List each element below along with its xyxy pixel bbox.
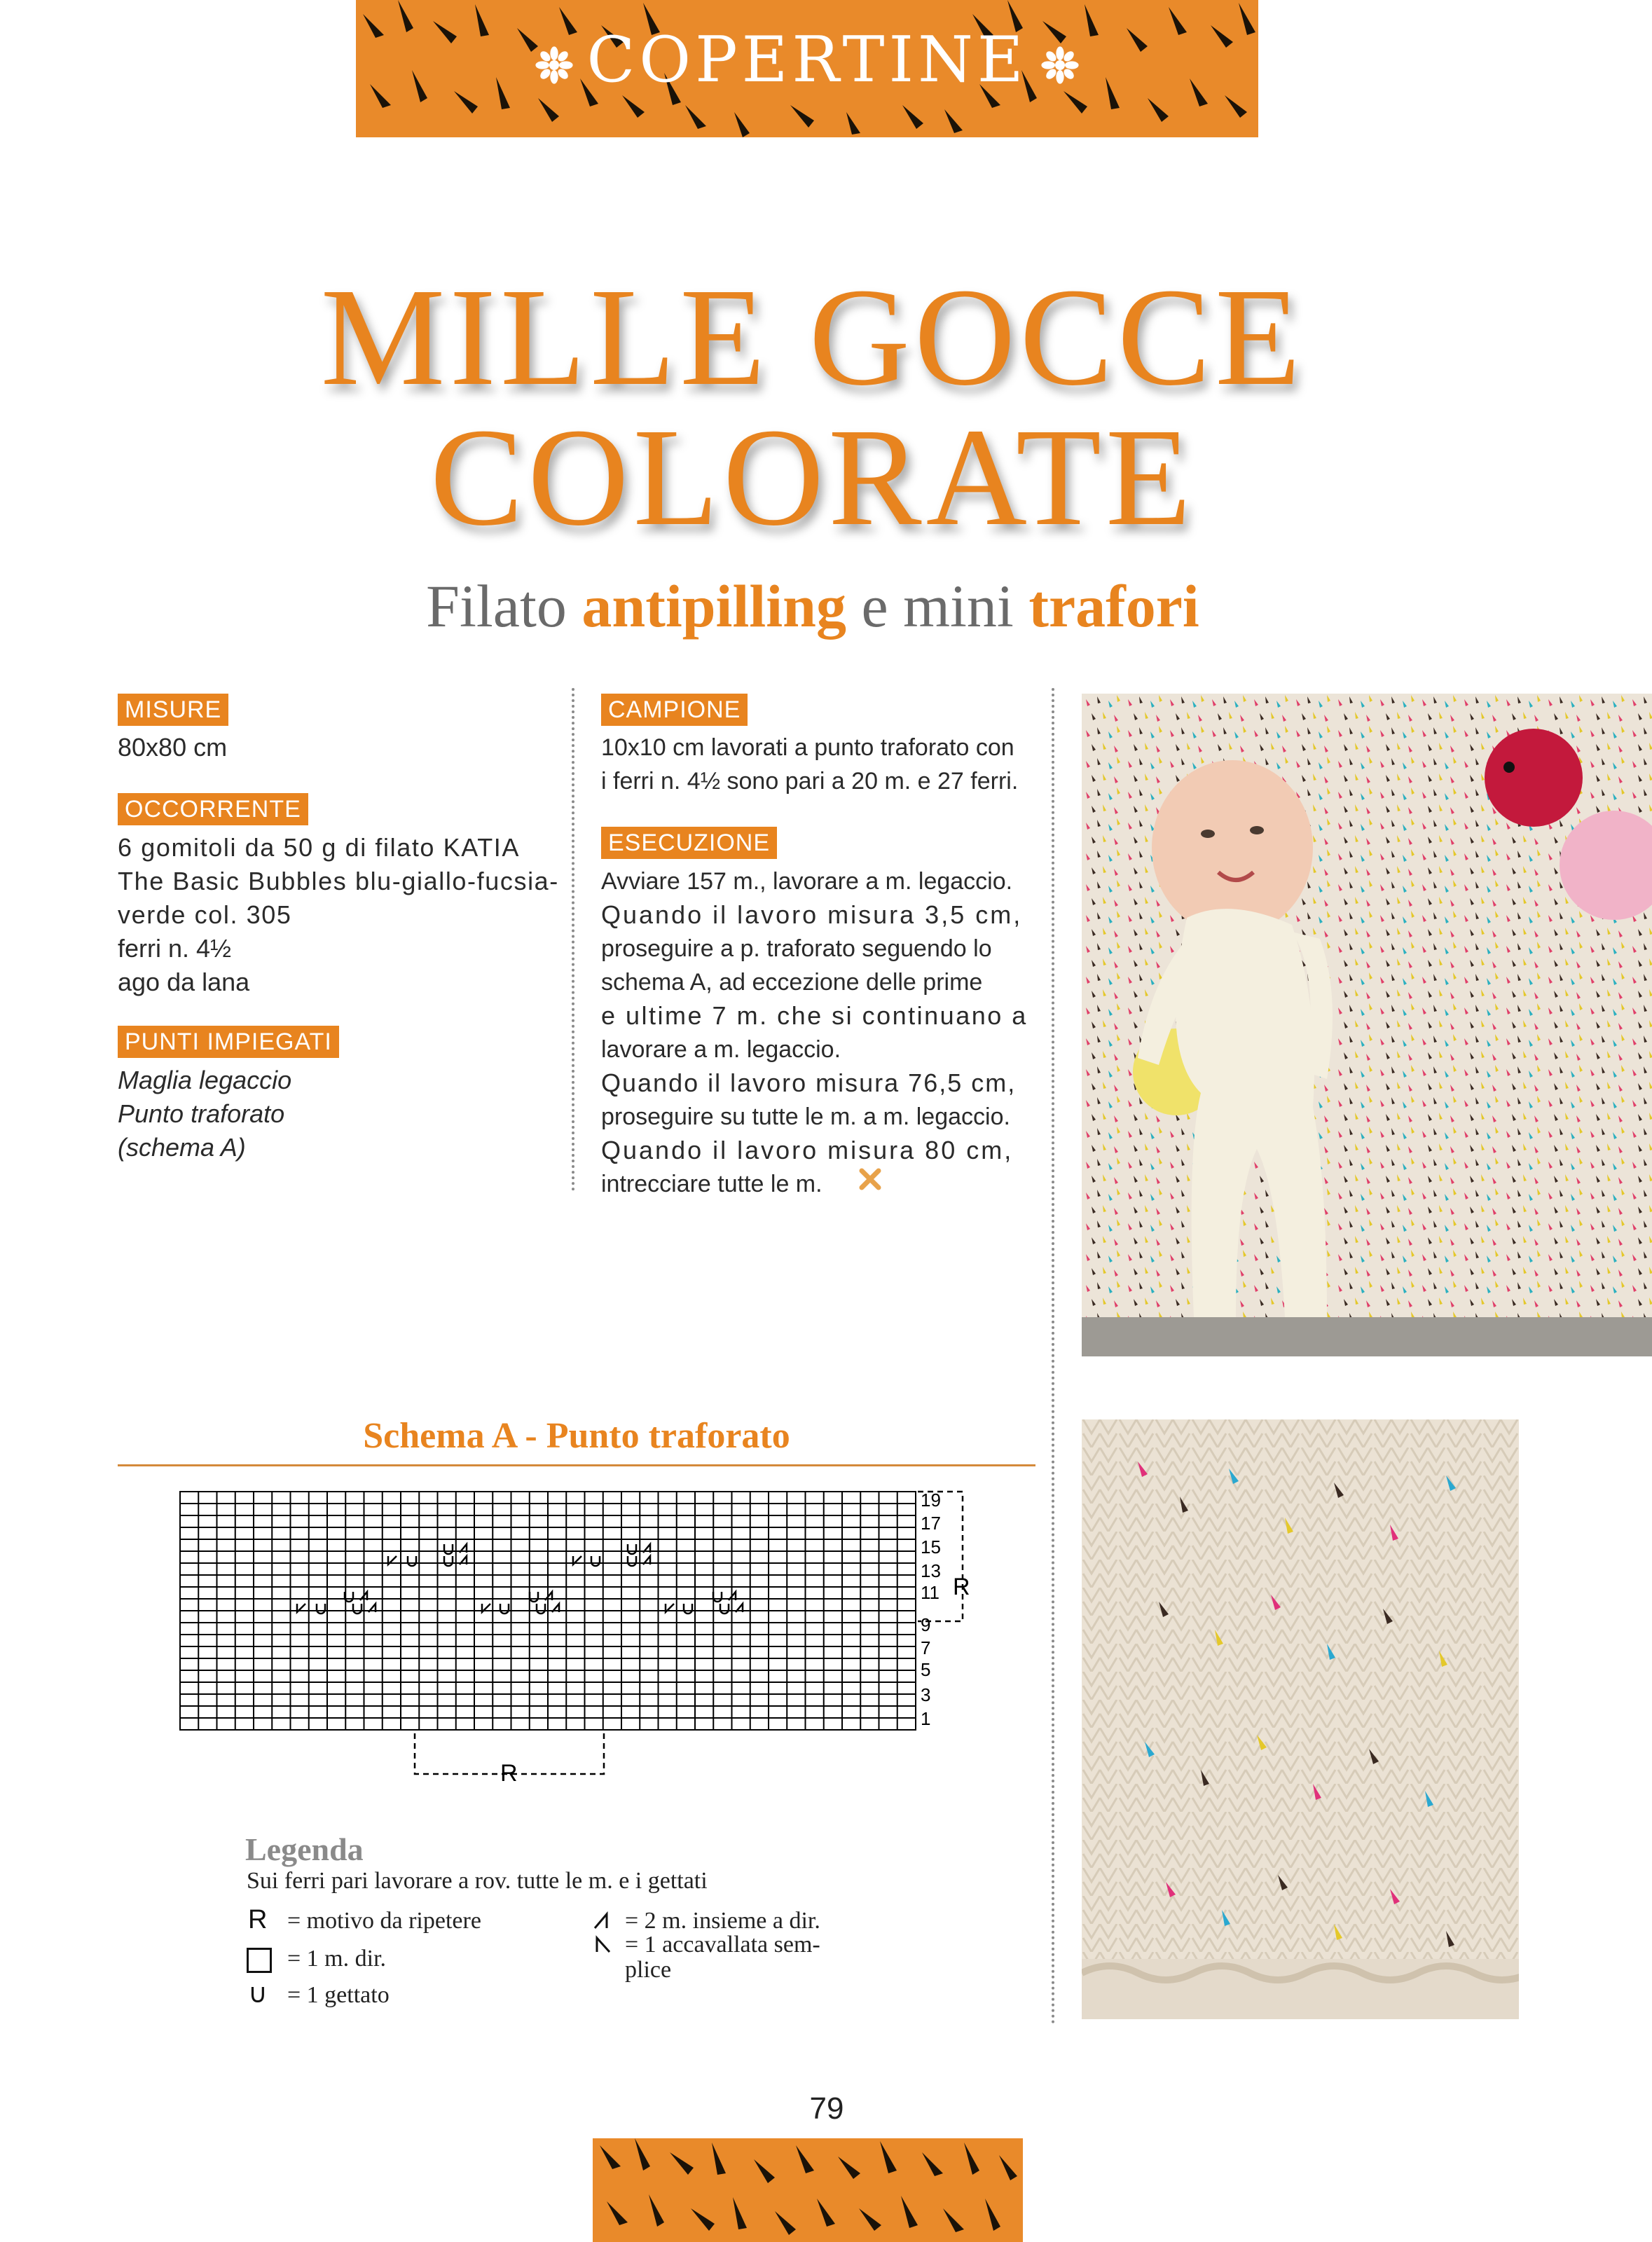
section-name: COPERTINE xyxy=(586,23,1028,97)
page-title-line-2: COLORATE xyxy=(429,400,1196,555)
esecuzione-line: Quando il lavoro misura 76,5 cm, xyxy=(601,1068,1017,1097)
row-number: 7 xyxy=(921,1637,931,1658)
row-number: 15 xyxy=(921,1536,941,1557)
subtitle-part-2: e mini xyxy=(846,572,1029,640)
misure-text: 80x80 cm xyxy=(118,733,228,762)
esecuzione-line: lavorare a m. legaccio. xyxy=(601,1036,841,1063)
legend-title: Legenda xyxy=(245,1831,364,1867)
occorrente-line: ago da lana xyxy=(118,968,250,996)
occorrente-line: The Basic Bubbles blu-giallo-fucsia- xyxy=(118,867,559,895)
chart-grid xyxy=(180,1492,916,1730)
legend-note: Sui ferri pari lavorare a rov. tutte le m. e i gettati xyxy=(247,1868,708,1894)
subtitle-part-1: Filato xyxy=(426,572,582,640)
misure-label: MISURE xyxy=(118,694,228,726)
knit-square-icon xyxy=(247,1948,272,1973)
page-subtitle xyxy=(210,568,1415,645)
esecuzione-line: Quando il lavoro misura 80 cm, xyxy=(601,1136,1014,1164)
esecuzione-line: e ultime 7 m. che si continuano a xyxy=(601,1001,1028,1030)
esecuzione-label: ESECUZIONE xyxy=(601,827,777,859)
row-number: 5 xyxy=(921,1659,931,1680)
repeat-label: R xyxy=(500,1760,518,1782)
schema-title: Schema A - Punto traforato xyxy=(363,1416,790,1456)
row-number: 3 xyxy=(921,1684,931,1705)
esecuzione-line: Avviare 157 m., lavorare a m. legaccio. xyxy=(601,868,1013,895)
campione-line: 10x10 cm lavorati a punto traforato con xyxy=(601,734,1014,761)
esecuzione-line: proseguire su tutte le m. a m. legaccio. xyxy=(601,1103,1010,1130)
knit-closeup-photo xyxy=(1082,1419,1519,2019)
esecuzione-line: schema A, ad eccezione delle prime xyxy=(601,969,983,996)
occorrente-line: verde col. 305 xyxy=(118,900,292,929)
repeat-label: R xyxy=(953,1574,970,1600)
knit-pattern-background xyxy=(593,2138,1023,2242)
k2tog-icon xyxy=(593,1911,612,1931)
row-number: 17 xyxy=(921,1513,941,1534)
row-number: 9 xyxy=(921,1614,931,1635)
page-title-line-1: MILLE GOCCE xyxy=(320,260,1305,415)
punti-line: Punto traforato xyxy=(118,1099,285,1128)
legend-item-ssk: plice xyxy=(625,1957,672,1983)
occorrente-line: 6 gomitoli da 50 g di filato KATIA xyxy=(118,833,521,862)
bottom-banner xyxy=(593,2138,1023,2242)
baby-photo xyxy=(1082,694,1652,1356)
flower-icon xyxy=(1040,46,1080,85)
flower-icon xyxy=(535,46,574,85)
row-number: 13 xyxy=(921,1560,941,1581)
subtitle-highlight-2: trafori xyxy=(1028,572,1199,640)
legend-item-ssk: = 1 accavallata sem- xyxy=(625,1932,820,1958)
legend-item-k2tog: = 2 m. insieme a dir. xyxy=(625,1908,820,1934)
punti-label: PUNTI IMPIEGATI xyxy=(118,1026,339,1058)
row-number: 19 xyxy=(921,1490,941,1511)
occorrente-label: OCCORRENTE xyxy=(118,793,308,825)
row-number: 1 xyxy=(921,1708,931,1729)
punti-line: (schema A) xyxy=(118,1133,246,1162)
page-number: 79 xyxy=(809,2091,844,2126)
occorrente-line: ferri n. 4½ xyxy=(118,934,232,963)
legend-item-knit: = 1 m. dir. xyxy=(287,1946,387,1972)
legend-item-yarn-over: = 1 gettato xyxy=(287,1982,390,2008)
esecuzione-line: intrecciare tutte le m. xyxy=(601,1171,822,1197)
column-divider xyxy=(1052,688,1054,2025)
section-title xyxy=(356,18,1258,102)
ssk-icon xyxy=(593,1935,612,1955)
esecuzione-line: Quando il lavoro misura 3,5 cm, xyxy=(601,900,1023,929)
repeat-symbol: R xyxy=(248,1905,268,1934)
column-divider xyxy=(572,688,574,1191)
top-banner xyxy=(356,0,1258,137)
row-number: 11 xyxy=(921,1582,939,1603)
campione-line: i ferri n. 4½ sono pari a 20 m. e 27 ferri. xyxy=(601,768,1019,795)
yarn-over-symbol: ∪ xyxy=(248,1979,268,2009)
subtitle-highlight-1: antipilling xyxy=(581,572,846,640)
end-mark-icon xyxy=(858,1167,883,1191)
knitting-chart xyxy=(177,1488,975,1782)
esecuzione-line: proseguire a p. traforato seguendo lo xyxy=(601,935,992,962)
legend-item-repeat: = motivo da ripetere xyxy=(287,1908,481,1934)
punti-line: Maglia legaccio xyxy=(118,1066,292,1094)
campione-label: CAMPIONE xyxy=(601,694,748,726)
schema-divider xyxy=(118,1464,1035,1466)
